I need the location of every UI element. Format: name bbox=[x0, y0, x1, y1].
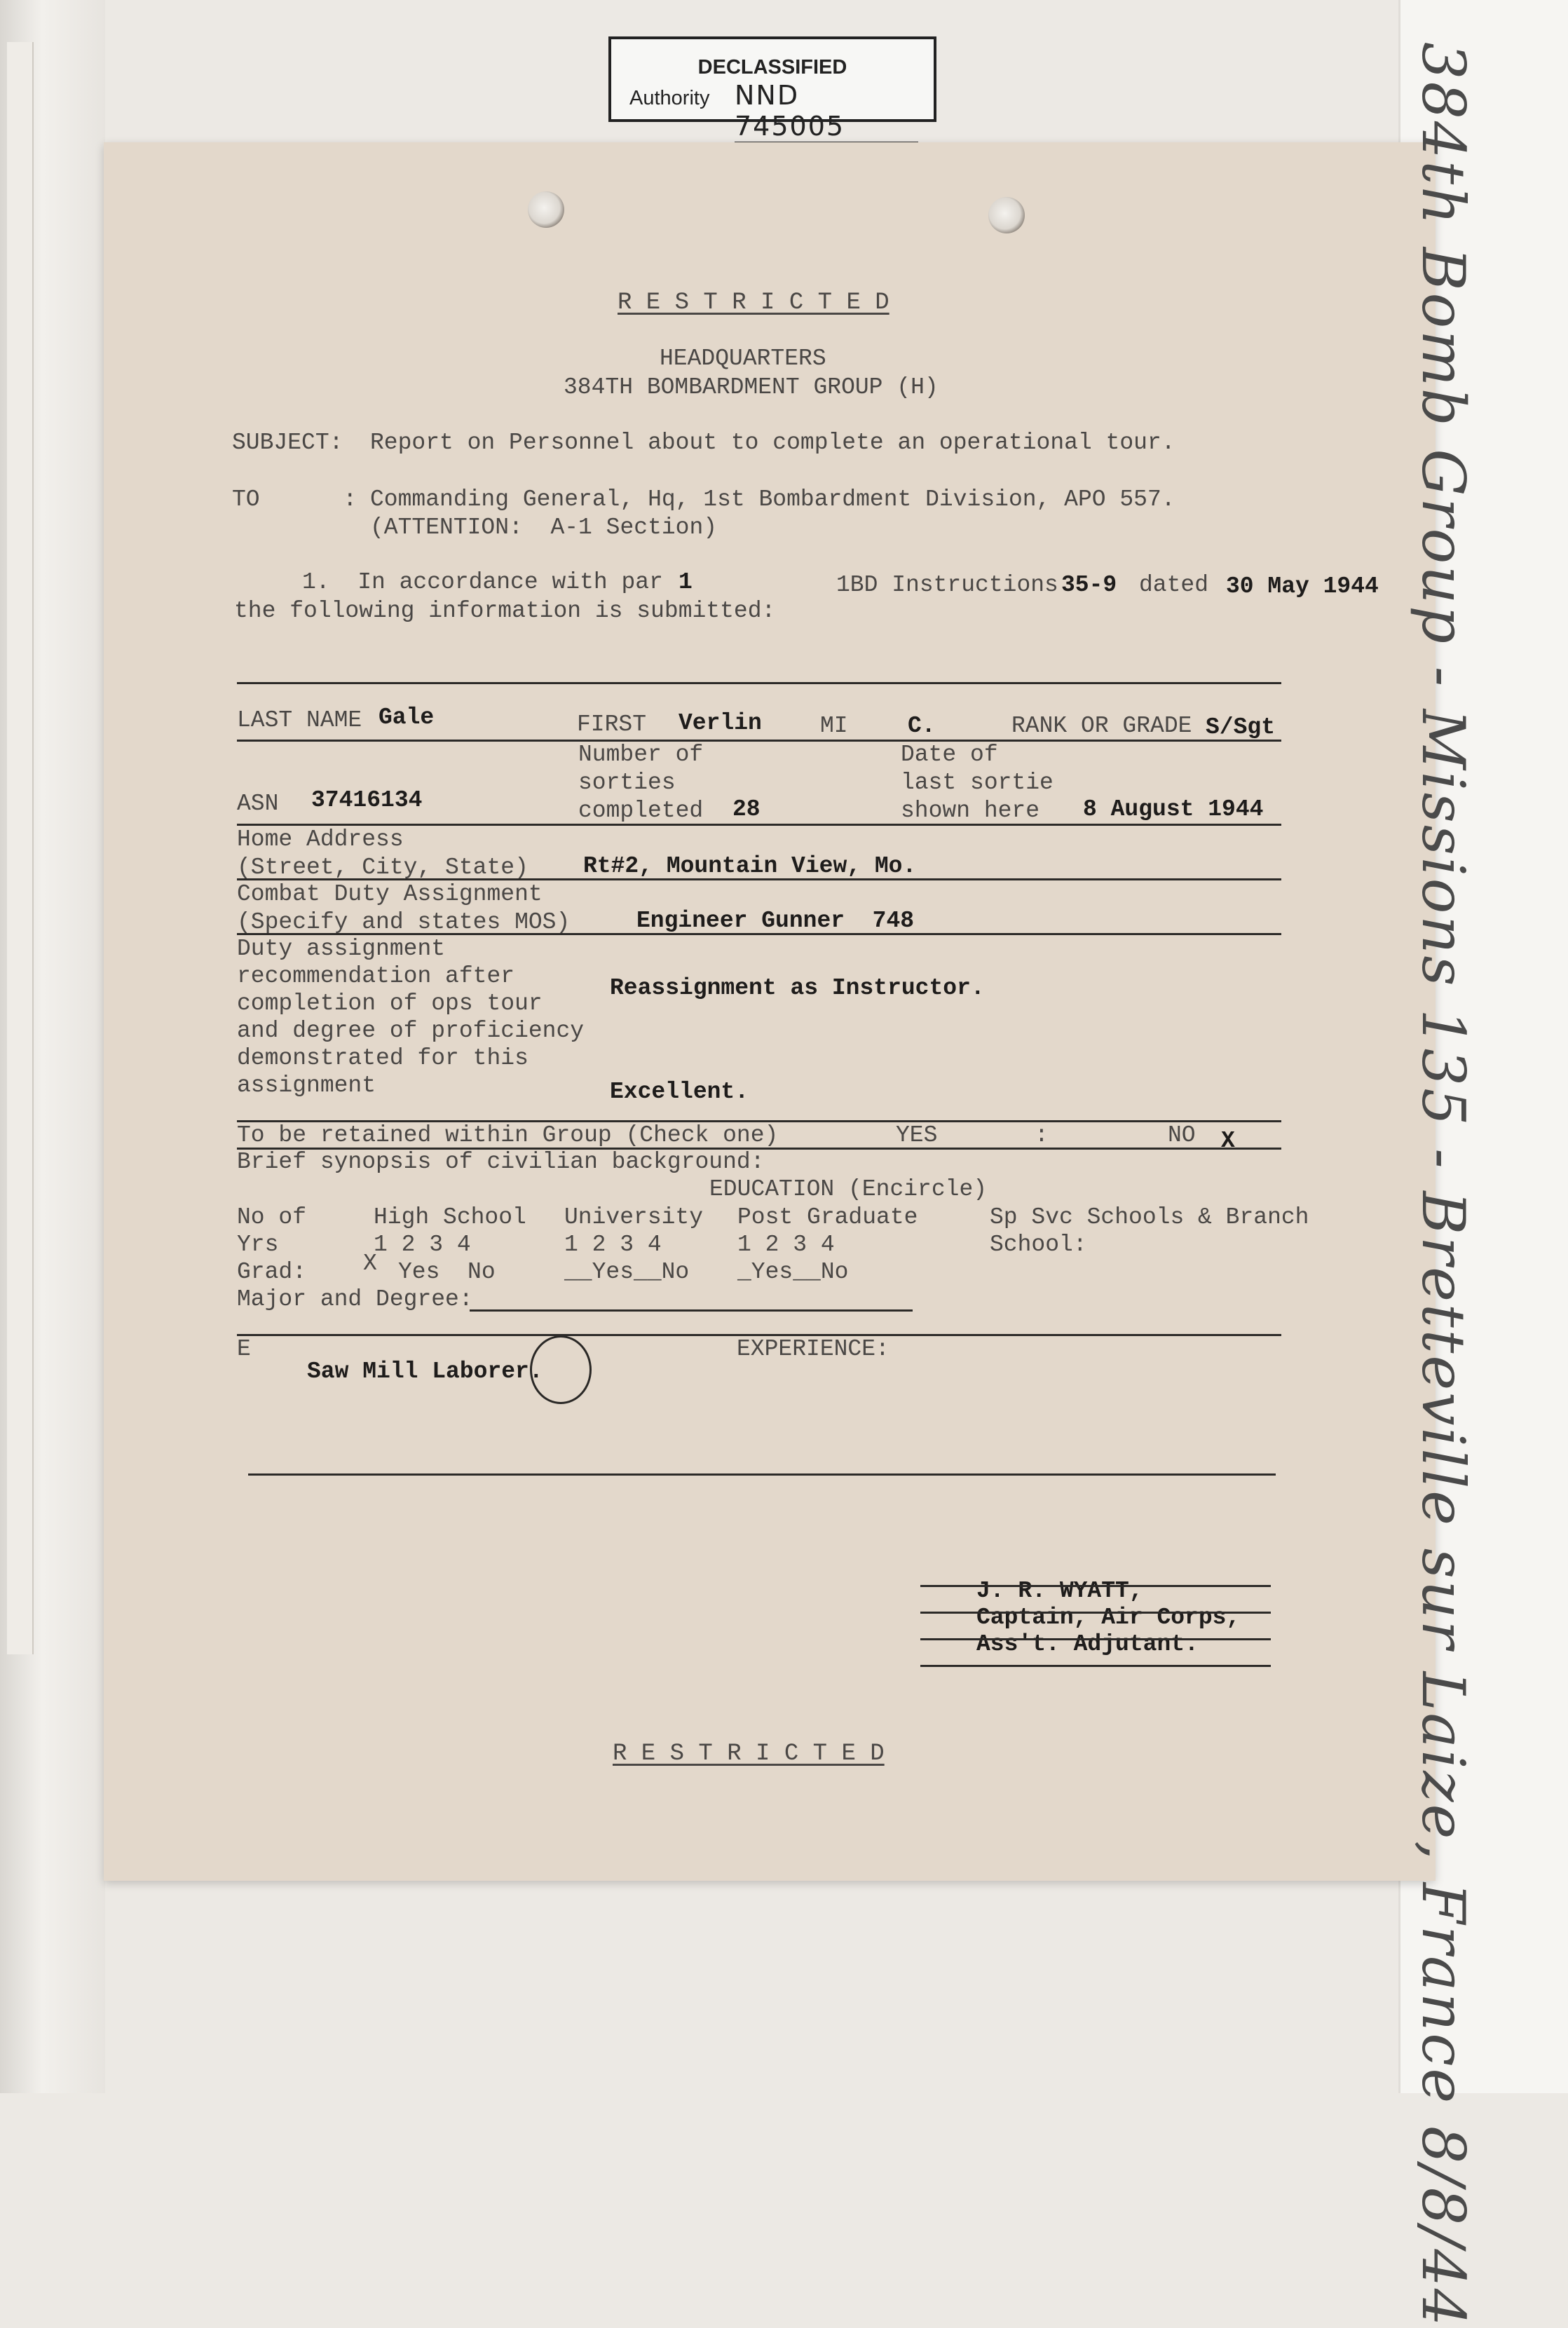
employment-label: E bbox=[237, 1336, 251, 1362]
to-text: Commanding General, Hq, 1st Bombardment Division, APO 557. bbox=[370, 486, 1175, 512]
instructions-date: 30 May 1944 bbox=[1226, 573, 1379, 599]
classification-bottom: R E S T R I C T E D bbox=[613, 1741, 885, 1767]
signature-rule-4 bbox=[920, 1665, 1271, 1667]
experience-label: EXPERIENCE: bbox=[737, 1336, 889, 1362]
punch-hole-left bbox=[528, 191, 564, 228]
asn-value: 37416134 bbox=[311, 787, 423, 813]
retained-no-label: NO bbox=[1168, 1122, 1196, 1148]
duty-label-3: completion of ops tour bbox=[237, 991, 543, 1016]
home-label-1: Home Address bbox=[237, 826, 404, 852]
mi-label: MI bbox=[820, 713, 848, 739]
post-graduate-grad-options: _Yes__No bbox=[737, 1259, 849, 1285]
major-degree-line bbox=[470, 1309, 913, 1312]
rule-home bbox=[237, 878, 1281, 880]
retained-label: To be retained within Group (Check one) bbox=[237, 1122, 779, 1148]
combat-assignment-value: Engineer Gunner 748 bbox=[636, 908, 915, 934]
first-name-label: FIRST bbox=[577, 712, 647, 737]
home-label-2: (Street, City, State) bbox=[237, 855, 529, 880]
para1-line2: the following information is submitted: bbox=[234, 598, 776, 624]
headquarters-line: HEADQUARTERS bbox=[660, 346, 826, 372]
handwritten-margin-note: 384th Bomb Group - Missions 135 - Bretteville sur Laize, France 8/8/44 bbox=[1409, 42, 1478, 2328]
to-label: TO : bbox=[232, 486, 357, 512]
subject-label: SUBJECT: bbox=[232, 430, 343, 456]
high-school-grad-options: Yes No bbox=[398, 1259, 496, 1285]
high-school-years: 1 2 3 4 bbox=[374, 1232, 471, 1258]
stamp-authority-number: NND 745005 bbox=[735, 80, 918, 143]
last-sortie-label-2: last sortie bbox=[901, 770, 1054, 796]
stamp-title: DECLASSIFIED bbox=[697, 56, 847, 79]
attention-line: (ATTENTION: A-1 Section) bbox=[370, 515, 718, 540]
rank-label: RANK OR GRADE bbox=[1011, 713, 1192, 739]
punch-hole-right bbox=[988, 197, 1025, 233]
sp-svc-label-1: Sp Svc Schools & Branch bbox=[990, 1204, 1309, 1230]
stamp-authority-label: Authority bbox=[629, 87, 710, 109]
retained-no-mark: X bbox=[1221, 1128, 1235, 1154]
duty-label-1: Duty assignment bbox=[237, 936, 446, 962]
last-sortie-value: 8 August 1944 bbox=[1083, 796, 1264, 822]
classification-top: R E S T R I C T E D bbox=[618, 290, 889, 316]
combat-label-2: (Specify and states MOS) bbox=[237, 909, 571, 935]
subject-text: Report on Personnel about to complete an operational tour. bbox=[370, 430, 1175, 456]
duty-label-5: demonstrated for this bbox=[237, 1045, 529, 1071]
signature-rule-2 bbox=[920, 1612, 1271, 1614]
no-of-label: No of bbox=[237, 1204, 307, 1230]
signature-rule-3 bbox=[920, 1638, 1271, 1640]
first-name-value: Verlin bbox=[679, 710, 762, 736]
retained-colon: : bbox=[1035, 1122, 1049, 1148]
group-line: 384TH BOMBARDMENT GROUP (H) bbox=[564, 374, 939, 400]
signature-rule-1 bbox=[920, 1585, 1271, 1587]
university-years: 1 2 3 4 bbox=[564, 1232, 662, 1258]
document-page bbox=[104, 142, 1436, 1881]
rule-experience bbox=[248, 1473, 1276, 1476]
major-degree-label: Major and Degree: bbox=[237, 1286, 473, 1312]
rule-top bbox=[237, 682, 1281, 684]
proficiency-value: Excellent. bbox=[610, 1079, 749, 1105]
asn-label: ASN bbox=[237, 791, 279, 817]
last-sortie-label-3: shown here bbox=[901, 798, 1040, 824]
grad-label: Grad: bbox=[237, 1259, 307, 1285]
university-label: University bbox=[564, 1204, 704, 1230]
sp-svc-label-2: School: bbox=[990, 1232, 1087, 1258]
mi-value: C. bbox=[908, 713, 936, 739]
high-school-grad-mark: X bbox=[363, 1251, 377, 1277]
rank-value: S/Sgt bbox=[1206, 714, 1276, 740]
experience-value: Saw Mill Laborer. bbox=[307, 1359, 543, 1384]
duty-label-4: and degree of proficiency bbox=[237, 1018, 585, 1044]
par-number: 1 bbox=[679, 569, 693, 595]
signature-name: J. R. WYATT, bbox=[976, 1578, 1143, 1604]
backdrop-paper-edge bbox=[7, 42, 34, 1654]
sorties-value: 28 bbox=[732, 796, 761, 822]
last-name-value: Gale bbox=[379, 704, 435, 730]
signature-title: Captain, Air Corps, bbox=[976, 1605, 1241, 1631]
para1-start: 1. In accordance with par bbox=[302, 569, 663, 595]
last-sortie-label-1: Date of bbox=[901, 742, 998, 768]
instructions-number: 35-9 bbox=[1061, 572, 1117, 598]
rule-name bbox=[237, 740, 1281, 742]
duty-recommendation-value: Reassignment as Instructor. bbox=[610, 975, 985, 1001]
duty-label-2: recommendation after bbox=[237, 963, 515, 989]
sorties-label-3: completed bbox=[578, 798, 704, 824]
rule-asn bbox=[237, 824, 1281, 826]
sorties-label-1: Number of bbox=[578, 742, 704, 768]
post-graduate-label: Post Graduate bbox=[737, 1204, 918, 1230]
combat-label-1: Combat Duty Assignment bbox=[237, 881, 543, 907]
sorties-label-2: sorties bbox=[578, 770, 676, 796]
instructions-label: 1BD Instructions bbox=[836, 572, 1058, 598]
duty-label-6: assignment bbox=[237, 1073, 376, 1098]
last-name-label: LAST NAME bbox=[237, 707, 362, 733]
yrs-label: Yrs bbox=[237, 1232, 279, 1258]
university-grad-options: __Yes__No bbox=[564, 1259, 690, 1285]
dated-label: dated bbox=[1139, 572, 1209, 598]
retained-yes-label: YES bbox=[896, 1122, 938, 1148]
high-school-label: High School bbox=[374, 1204, 526, 1230]
rule-combat bbox=[237, 933, 1281, 935]
signature-position: Ass't. Adjutant. bbox=[976, 1631, 1199, 1657]
education-label: EDUCATION (Encircle) bbox=[709, 1176, 988, 1202]
synopsis-label: Brief synopsis of civilian background: bbox=[237, 1149, 765, 1175]
declassified-stamp bbox=[608, 36, 936, 142]
home-address-value: Rt#2, Mountain View, Mo. bbox=[583, 853, 917, 879]
post-graduate-years: 1 2 3 4 bbox=[737, 1232, 835, 1258]
